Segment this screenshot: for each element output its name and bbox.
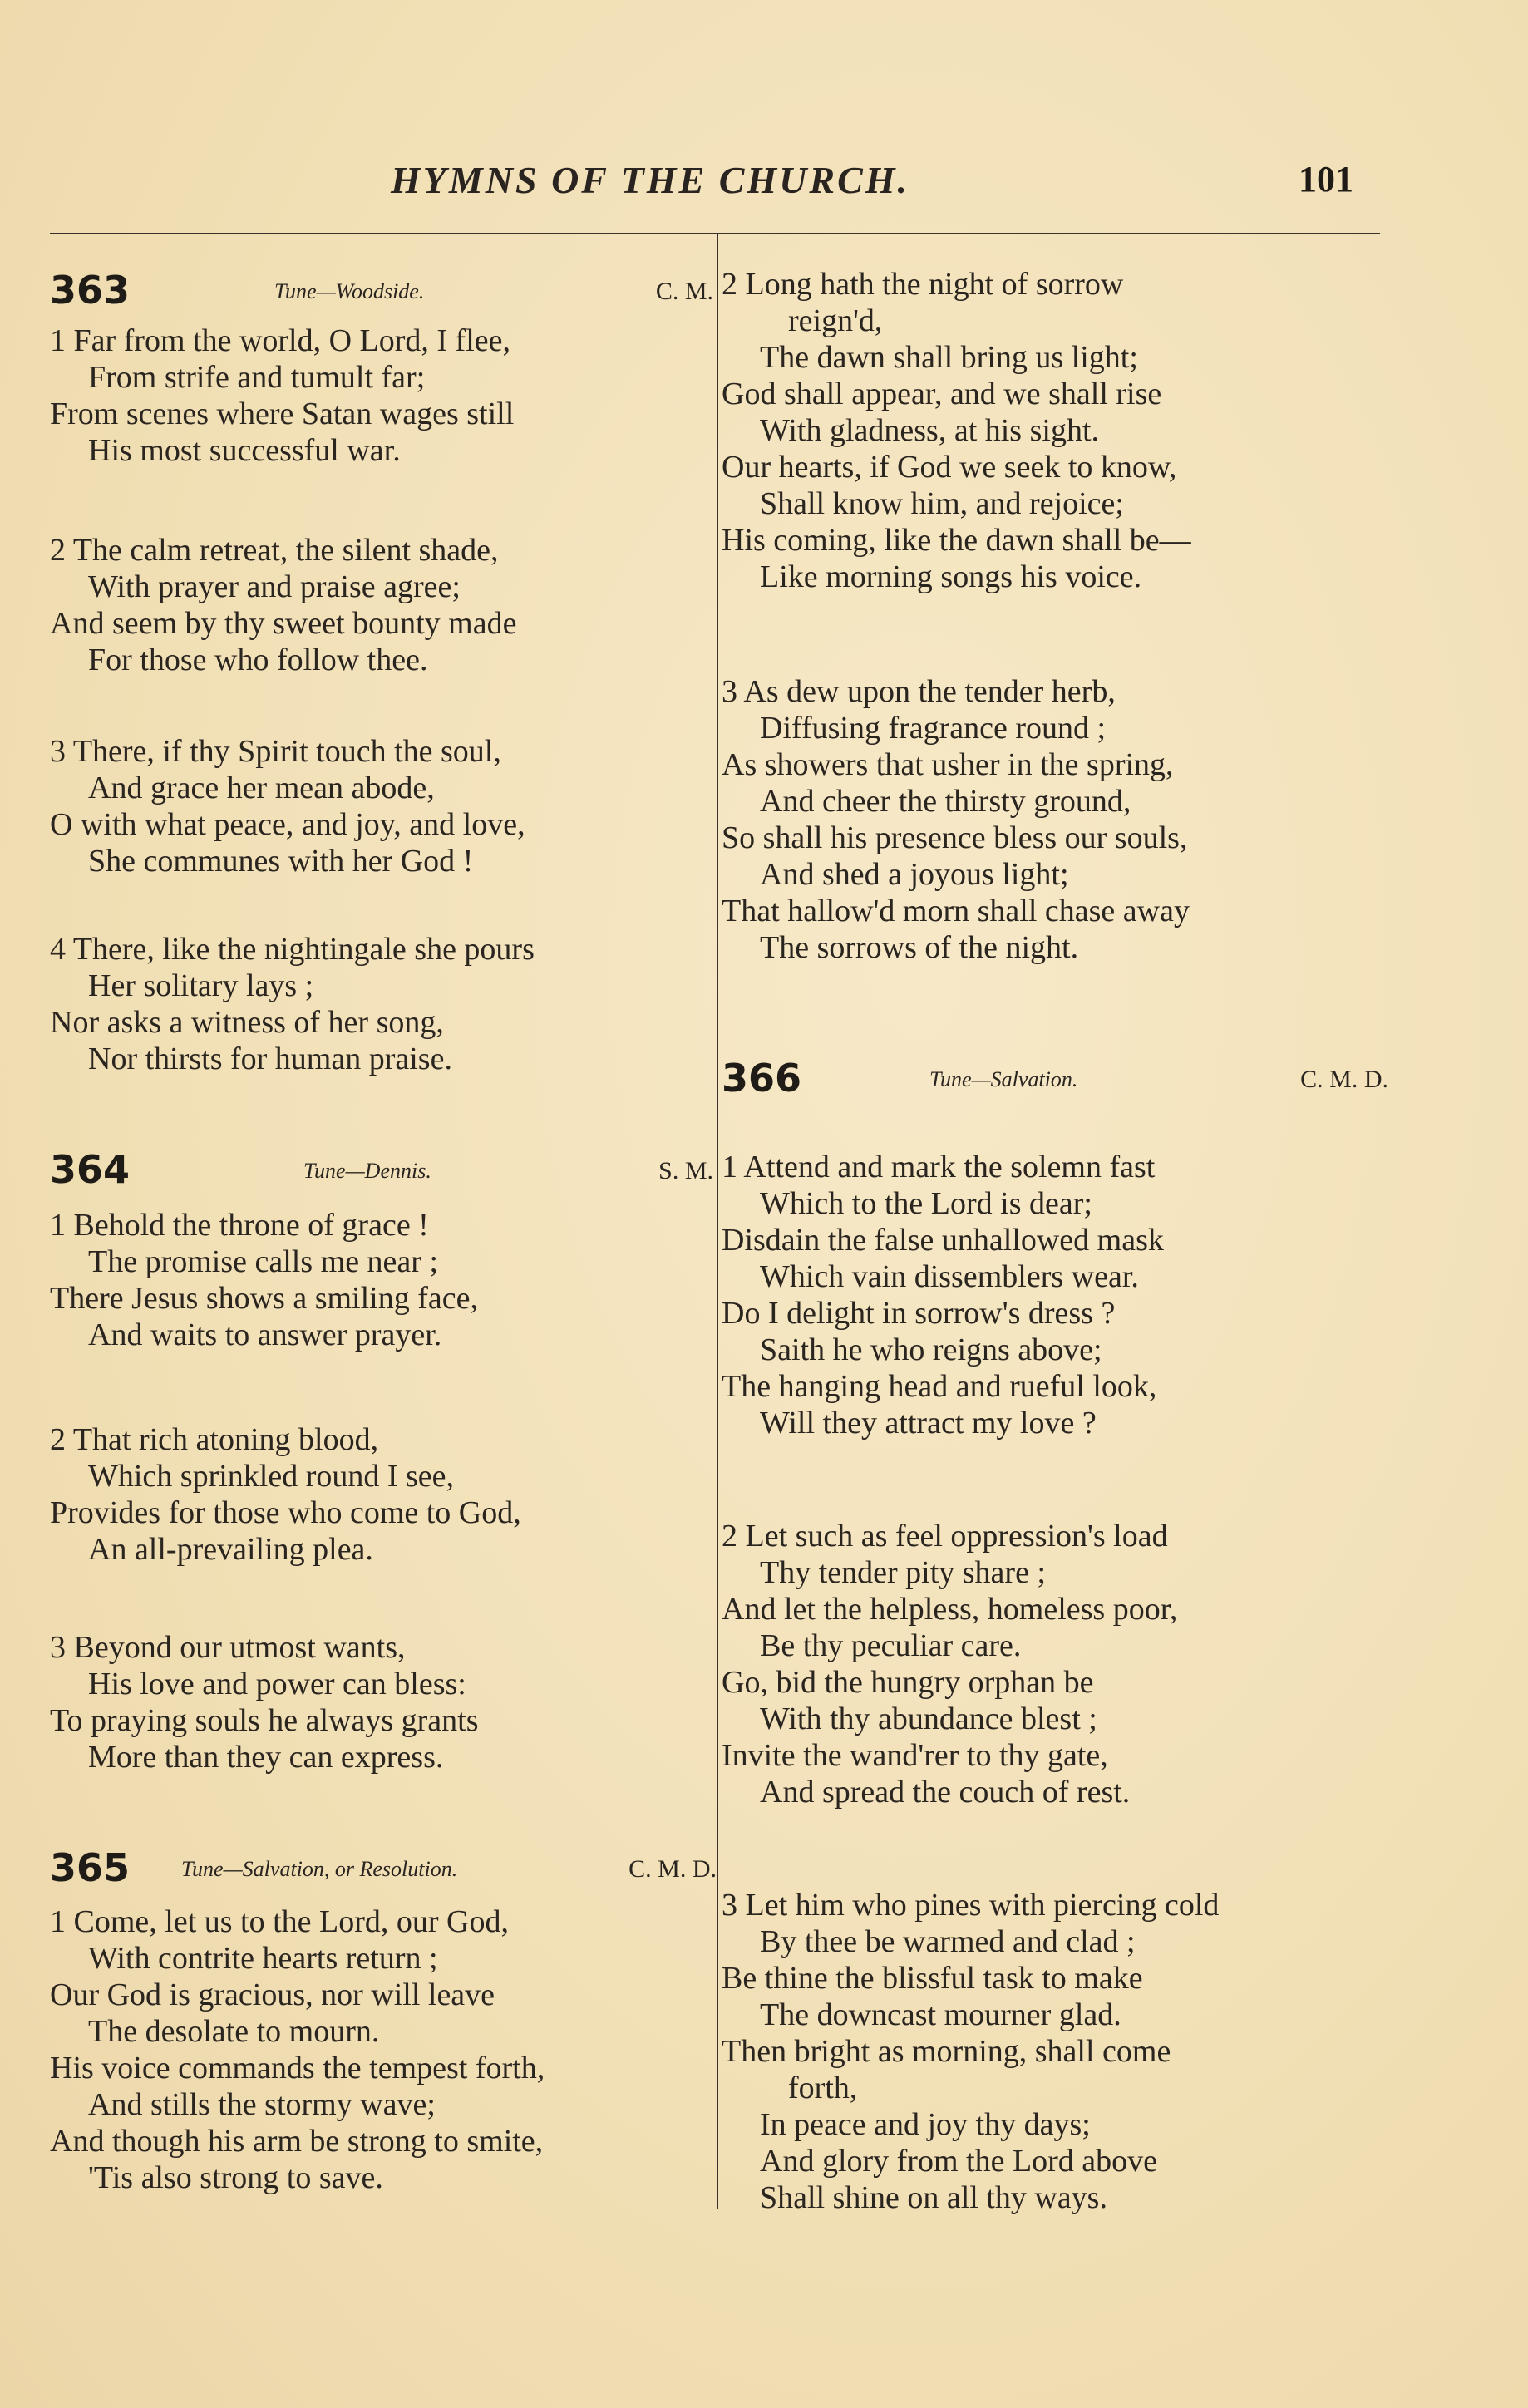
verse-line: Which vain dissemblers wear. xyxy=(760,1259,1139,1294)
verse-line: The desolate to mourn. xyxy=(88,2014,380,2049)
verse-line: Invite the wand'rer to thy gate, xyxy=(722,1738,1108,1773)
verse-line: Our hearts, if God we seek to know, xyxy=(722,450,1177,485)
verse-line: 2 Let such as feel oppression's load xyxy=(722,1519,1168,1554)
verse-line: And though his arm be strong to smite, xyxy=(50,2124,544,2159)
verse-line: And seem by thy sweet bounty made xyxy=(50,606,517,641)
verse-line: From scenes where Satan wages still xyxy=(50,396,515,431)
verse-line: With gladness, at his sight. xyxy=(760,413,1099,448)
verse-line: The sorrows of the night. xyxy=(760,930,1079,965)
verse-line: Provides for those who come to God, xyxy=(50,1495,521,1530)
hymn-number: 364 xyxy=(50,1147,131,1192)
verse-line: The dawn shall bring us light; xyxy=(760,340,1138,375)
verse-line: And let the helpless, homeless poor, xyxy=(722,1592,1178,1627)
verse-line: Diffusing fragrance round ; xyxy=(760,711,1107,746)
stanza xyxy=(50,532,707,678)
verse-line: Like morning songs his voice. xyxy=(760,559,1142,594)
verse-line: And waits to answer prayer. xyxy=(88,1317,442,1352)
hymn-meter: C. M. D. xyxy=(1300,1066,1388,1093)
verse-line: And glory from the Lord above xyxy=(760,2144,1158,2179)
verse-line: His most successful war. xyxy=(88,433,401,468)
verse-line: By thee be warmed and clad ; xyxy=(760,1924,1136,1959)
page-number: 101 xyxy=(1299,159,1353,199)
verse-line: More than they can express. xyxy=(88,1740,444,1775)
verse-line: Shall shine on all thy ways. xyxy=(760,2180,1107,2215)
stanza xyxy=(50,1629,707,1775)
verse-line: Shall know him, and rejoice; xyxy=(760,486,1124,521)
verse-line: His love and power can bless: xyxy=(88,1667,466,1701)
hymn-header xyxy=(722,1056,1387,1106)
stanza xyxy=(50,1903,707,2196)
hymn-number: 366 xyxy=(722,1056,802,1101)
verse-line: Thy tender pity share ; xyxy=(760,1555,1047,1590)
verse-line: Which sprinkled round I see, xyxy=(88,1459,455,1494)
stanza xyxy=(722,1149,1387,1441)
verse-line: Will they attract my love ? xyxy=(760,1406,1097,1440)
hymn-header xyxy=(50,1845,717,1895)
hymn-tune: Tune—Salvation. xyxy=(929,1067,1078,1091)
verse-line: Be thine the blissful task to make xyxy=(722,1961,1143,1996)
stanza xyxy=(50,733,707,879)
verse-line: 3 As dew upon the tender herb, xyxy=(722,674,1116,709)
verse-line: Then bright as morning, shall come xyxy=(722,2034,1171,2069)
stanza xyxy=(50,931,707,1077)
verse-line: With prayer and praise agree; xyxy=(88,569,461,604)
stanza xyxy=(722,1887,1387,2216)
verse-line: Disdain the false unhallowed mask xyxy=(722,1223,1164,1258)
verse-line: And stills the stormy wave; xyxy=(88,2087,436,2122)
verse-line: Our God is gracious, nor will leave xyxy=(50,1977,495,2012)
verse-line: 1 Attend and mark the solemn fast xyxy=(722,1150,1156,1184)
stanza xyxy=(50,1421,707,1568)
stanza xyxy=(722,673,1387,966)
verse-line: The hanging head and rueful look, xyxy=(722,1369,1157,1404)
verse-line: The downcast mourner glad. xyxy=(760,1997,1121,2032)
verse-line: 3 Beyond our utmost wants, xyxy=(50,1630,406,1665)
verse-line: 1 Behold the throne of grace ! xyxy=(50,1208,429,1243)
stanza xyxy=(50,1207,707,1353)
verse-line: 4 There, like the nightingale she pours xyxy=(50,932,535,967)
verse-line: 2 Long hath the night of sorrow xyxy=(722,267,1124,302)
verse-line: So shall his presence bless our souls, xyxy=(722,820,1188,855)
verse-line: And shed a joyous light; xyxy=(760,857,1069,892)
page-header xyxy=(0,158,1528,216)
verse-line: In peace and joy thy days; xyxy=(760,2107,1091,2142)
verse-line: Nor thirsts for human praise. xyxy=(88,1041,452,1076)
verse-line: There Jesus shows a smiling face, xyxy=(50,1281,478,1316)
hymn-meter: C. M. xyxy=(655,278,713,305)
verse-line: Saith he who reigns above; xyxy=(760,1332,1102,1367)
verse-line: His coming, like the dawn shall be— xyxy=(722,523,1191,558)
verse-line: 1 Far from the world, O Lord, I flee, xyxy=(50,323,511,358)
verse-line: 2 That rich atoning blood, xyxy=(50,1422,379,1457)
verse-line: 3 Let him who pines with piercing cold xyxy=(722,1888,1220,1923)
hymn-tune: Tune—Salvation, or Resolution. xyxy=(181,1857,458,1881)
verse-line: With thy abundance blest ; xyxy=(760,1701,1097,1736)
verse-line: As showers that usher in the spring, xyxy=(722,747,1174,782)
verse-line: Her solitary lays ; xyxy=(88,968,314,1003)
verse-line: Which to the Lord is dear; xyxy=(760,1186,1092,1221)
verse-line: Nor asks a witness of her song, xyxy=(50,1005,444,1040)
hymn-header xyxy=(50,1147,713,1197)
hymn-meter: C. M. D. xyxy=(628,1855,717,1883)
header-rule xyxy=(50,233,1380,234)
verse-line: With contrite hearts return ; xyxy=(88,1941,438,1976)
verse-line: To praying souls he always grants xyxy=(50,1703,479,1738)
verse-line: The promise calls me near ; xyxy=(88,1244,439,1279)
verse-line: reign'd, xyxy=(788,303,883,338)
verse-line: From strife and tumult far; xyxy=(88,360,426,395)
hymn-number: 363 xyxy=(50,268,131,313)
verse-line: And cheer the thirsty ground, xyxy=(760,784,1131,819)
verse-line: And spread the couch of rest. xyxy=(760,1775,1131,1810)
hymn-meter: S. M. xyxy=(658,1157,713,1184)
verse-line: Be thy peculiar care. xyxy=(760,1628,1022,1663)
verse-line: 'Tis also strong to save. xyxy=(88,2160,383,2195)
verse-line: 1 Come, let us to the Lord, our God, xyxy=(50,1904,509,1939)
hymn-tune: Tune—Woodside. xyxy=(274,279,425,303)
running-title: HYMNS OF THE CHURCH. xyxy=(391,159,910,201)
verse-line: She communes with her God ! xyxy=(88,844,474,879)
verse-line: Go, bid the hungry orphan be xyxy=(722,1665,1094,1700)
verse-line: An all-prevailing plea. xyxy=(88,1532,373,1567)
stanza xyxy=(50,323,707,469)
column-divider xyxy=(717,234,718,2209)
verse-line: 2 The calm retreat, the silent shade, xyxy=(50,533,499,568)
verse-line: forth, xyxy=(788,2071,858,2105)
hymn-tune: Tune—Dennis. xyxy=(303,1159,431,1183)
hymn-number: 365 xyxy=(50,1845,131,1890)
verse-line: O with what peace, and joy, and love, xyxy=(50,807,525,842)
verse-line: Do I delight in sorrow's dress ? xyxy=(722,1296,1116,1331)
stanza xyxy=(722,1518,1387,1810)
verse-line: That hallow'd morn shall chase away xyxy=(722,894,1190,928)
verse-line: And grace her mean abode, xyxy=(88,771,435,805)
hymn-header xyxy=(50,268,713,318)
verse-line: For those who follow thee. xyxy=(88,643,428,677)
verse-line: 3 There, if thy Spirit touch the soul, xyxy=(50,734,501,769)
verse-line: His voice commands the tempest forth, xyxy=(50,2051,545,2085)
stanza xyxy=(722,266,1387,595)
verse-line: God shall appear, and we shall rise xyxy=(722,377,1162,411)
